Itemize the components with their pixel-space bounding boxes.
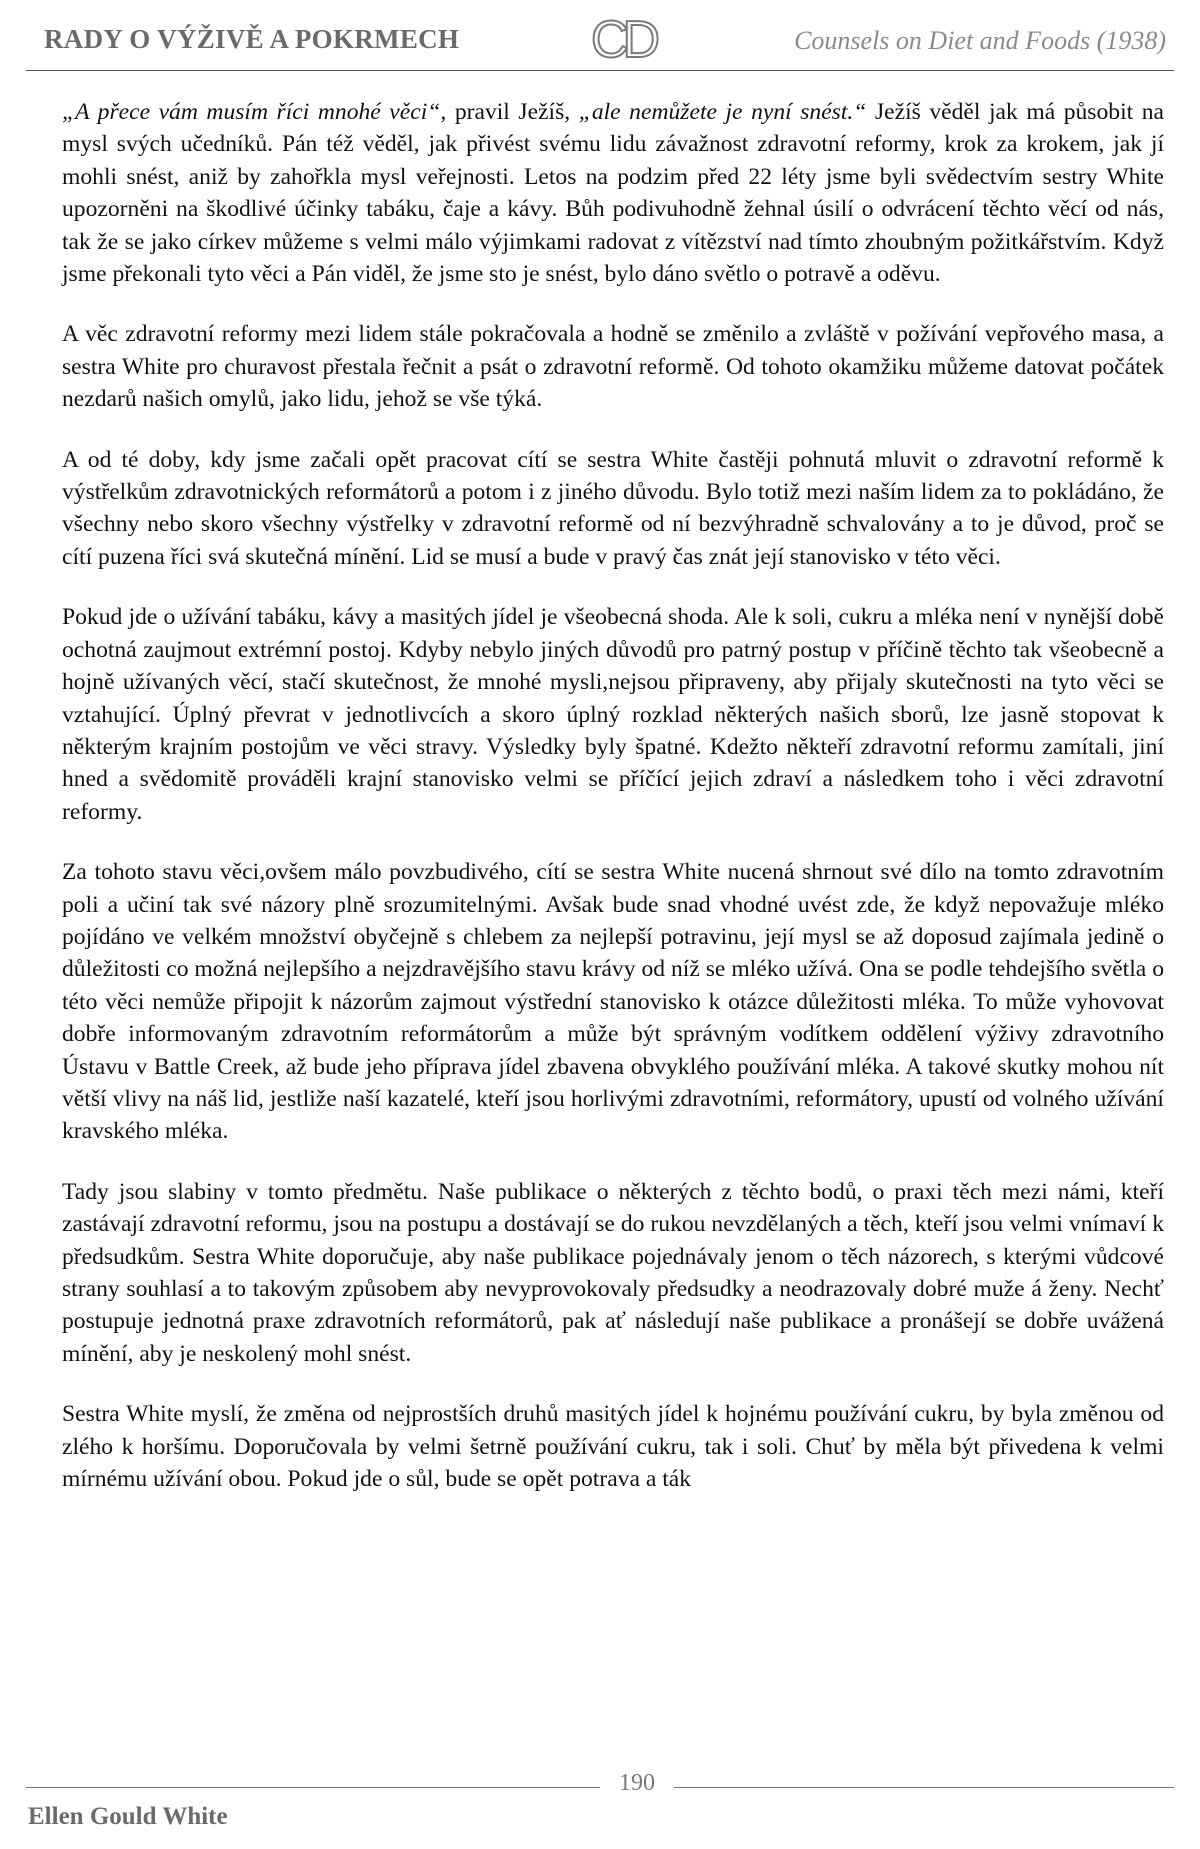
header-english-title: Counsels on Diet and Foods (1938) (794, 26, 1166, 55)
page-number: 190 (619, 1770, 655, 1796)
paragraph-7: Sestra White myslí, že změna od nejprostších druhů masitých jídel k hojnému používání cukru, by byla změnou od zlého k horšímu. Doporučovala by velmi šetrně používání cukru, tak i soli. Chuť by měla být přivedena k velmi mírnému užívání obou. Pokud jde o sůl, bude se opět potrava a ták (62, 1401, 1164, 1493)
paragraph-2: A věc zdravotní reformy mezi lidem stále pokračovala a hodně se změnilo a zvláště v požívání vepřového masa, a sestra White pro churavost přestala řečnit a psát o zdravotní reformě. Od tohoto okamžiku můžeme datovat počátek nezdarů našich omylů, jako lidu, jehož se vše týká. (62, 321, 1164, 413)
paragraph-1 (62, 96, 1164, 290)
paragraph-6: Tady jsou slabiny v tomto předmětu. Naše publikace o některých z těchto bodů, o praxi těch mezi námi, kteří zastávají zdravotní reformu, jsou na postupu a dostávají se do rukou nevzdělaných a těch, kteří jsou velmi vnímaví k předsudkům. Sestra White doporučuje, aby naše publikace pojednávaly jenom o těch názorech, s kterými vůdcové strany souhlasí a to takovým způsobem aby nevyprovokovaly předsudky a neodrazovaly dobré muže á ženy. Nechť postupuje jednotná praxe zdravotních reformátorů, pak ať následují naše publikace a pronášejí se dobře uvážená mínění, aby je neskolený mohl snést. (62, 1178, 1164, 1367)
footer-author: Ellen Gould White (28, 1803, 228, 1830)
paragraph-1-mid: pravil Ježíš, (446, 99, 579, 125)
quote-italic-2: „ale nemůžete je nyní snést.“ (578, 99, 867, 125)
header-book-title: RADY O VÝŽIVĚ A POKRMECH (44, 24, 460, 54)
page-body (62, 96, 1164, 1523)
footer-rule-left (26, 1787, 600, 1788)
paragraph-3: A od té doby, kdy jsme začali opět pracovat cítí se sestra White častěji pohnutá mluvit o zdravotní reformě k výstřelkům zdravotnických reformátorů a potom i z jiného důvodu. Bylo totiž mezi naším lidem za to pokládáno, že všechny nebo skoro všechny výstřelky v zdravotní reformě od ní bezvýhradně schvalovány a to je důvod, proč se cítí puzena říci svá skutečná mínění. Lid se musí a bude v pravý čas znát její stanovisko v této věci. (62, 446, 1164, 570)
page-header (26, 11, 1174, 71)
paragraph-1-rest: Ježíš věděl jak má působit na mysl svých učedníků. Pán též věděl, jak přivést svému lidu závažnost zdravotní reformy, krok za krokem, jak jí mohli snést, aniž by zahořkla mysl veřejnosti. Letos na podzim před 22 léty jsme byli svědectvím sestry White upozorněni na škodlivé účinky tabáku, čaje a kávy. Bůh podivuhodně žehnal úsilí o odvrácení těchto věcí od nás, tak že se jako církev můžeme s velmi málo výjimkami radovat z vítězství nad tímto zhoubným požitkářstvím. Když jsme překonali tyto věci a Pán viděl, že jsme sto je snést, bylo dáno světlo o potravě a oděvu. (62, 99, 1164, 288)
paragraph-4: Pokud jde o užívání tabáku, kávy a masitých jídel je všeobecná shoda. Ale k soli, cukru a mléka není v nynější době ochotná zaujmout extrémní postoj. Kdyby nebylo jiných důvodů pro patrný postup v příčině těchto tak všeobecně a hojně užívaných věcí, stačí skutečnost, že mnohé mysli,nejsou připraveny, aby přijaly skutečnosti na tyto věci se vztahující. Úplný převrat v jednotlivcích a skoro úplný rozklad některých našich sborů, lze jasně stopovat k některým krajním postojům ve věci stravy. Výsledky byly špatné. Kdežto někteří zdravotní reformu zamítali, jiní hned a svědomitě prováděli krajní stanovisko velmi se příčící jejich zdraví a následkem toho i věci zdravotní reformy. (62, 604, 1164, 825)
footer-rule-right (674, 1787, 1174, 1788)
quote-italic-1: „A přece vám musím říci mnohé věci“, (62, 99, 447, 125)
cd-logo: CD (591, 11, 655, 69)
paragraph-5: Za tohoto stavu věci,ovšem málo povzbudivého, cítí se sestra White nucená shrnout své dílo na tomto zdravotním poli a učiní tak své názory plně srozumitelnými. Avšak bude snad vhodné uvést zde, že když nepovažuje mléko pojídáno ve velkém množství obyčejně s chlebem za nejlepší potravinu, její mysl se až doposud zajímala jedině o důležitosti co možná nejlepšího a nejzdravějšího stavu krávy od níž se mléko užívá. Ona se podle tehdejšího světla o této věci nemůže připojit k názorům zajmout výstřední stanovisko k otázce důležitosti mléka. To může vyhovovat dobře informovaným zdravotním reformátorům a může být správným vodítkem oddělení výživy zdravotního Ústavu v Battle Creek, až bude jeho příprava jídel zbavena obvyklého používání mléka. A takové skutky mohou nít větší vlivy na náš lid, jestliže naší kazatelé, kteří jsou horlivými zdravotními, reformátory, upustí od volného užívání kravského mléka. (62, 859, 1164, 1145)
